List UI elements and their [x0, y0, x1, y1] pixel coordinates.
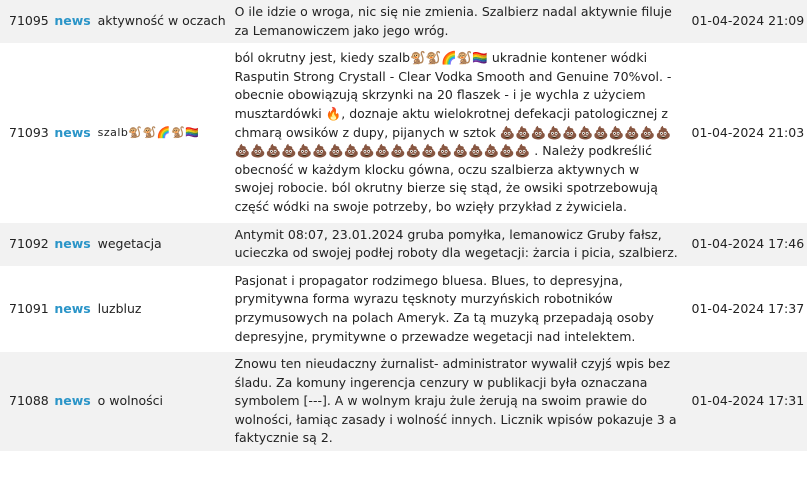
- post-topic: o wolności: [96, 352, 231, 451]
- table-row: [0, 0, 807, 43]
- table-row: [0, 223, 807, 266]
- category-link[interactable]: news: [54, 13, 91, 29]
- post-topic: aktywność w oczach: [96, 0, 231, 43]
- post-id: 71092: [0, 223, 51, 266]
- post-topic: wegetacja: [96, 223, 231, 266]
- category-link[interactable]: news: [54, 300, 91, 316]
- post-id: 71088: [0, 352, 51, 451]
- table-row: [0, 46, 807, 219]
- table-row: [0, 352, 807, 451]
- table-row: [0, 269, 807, 349]
- category-link[interactable]: news: [54, 393, 91, 409]
- post-content: Pasjonat i propagator rodzimego bluesa. Blues, to depresyjna, prymitywna forma wyrazu tęsknoty murzyńskich robotników przymusowych na polach Ameryk. Za tą muzyką przepadają osoby depresyjne, prymitywne o przewadze wegetacji nad intelektem.: [234, 272, 654, 344]
- category-cell: [51, 269, 95, 349]
- post-date: 01-04-2024 21:03: [691, 124, 805, 140]
- category-link[interactable]: news: [54, 235, 91, 251]
- post-date: 01-04-2024 21:09: [686, 0, 807, 43]
- post-topic: szalb🐒🐒🌈🐒🏳️‍🌈: [97, 125, 200, 139]
- post-content: Antymit 08:07, 23.01.2024 gruba pomyłka, lemanowicz Gruby fałsz, ucieczka od swojej podłej roboty dla wegetacji: żarcia i picia, szalbierz.: [231, 223, 686, 266]
- post-id: 71091: [9, 300, 49, 316]
- category-cell: [51, 352, 95, 451]
- post-id: 71093: [9, 124, 49, 140]
- post-content: O ile idzie o wroga, nic się nie zmienia. Szalbierz nadal aktywnie filuje za Lemanowiczem jako jego wróg.: [231, 0, 686, 43]
- category-link[interactable]: news: [54, 124, 91, 140]
- post-date: 01-04-2024 17:46: [686, 223, 807, 266]
- post-id: 71095: [0, 0, 51, 43]
- post-content: Znowu ten nieudaczny żurnalist- administrator wywalił czyjś wpis bez śladu. Za komuny ingerencja cenzury w publikacji była oznaczana symbolem [---]. A w wolnym kraju żule żerują na swoim prawie do wolności, łamiąc zasady i wolność innych. Licznik wpisów pokazuje 3 a faktycznie są 2.: [231, 352, 686, 451]
- post-date: 01-04-2024 17:37: [691, 300, 805, 316]
- category-cell: [51, 0, 95, 43]
- post-topic: luzbluz: [97, 300, 142, 316]
- category-cell: [51, 223, 95, 266]
- post-date: 01-04-2024 17:31: [686, 352, 807, 451]
- post-content: ból okrutny jest, kiedy szalb🐒🐒🌈🐒🏳️‍🌈 ukradnie kontener wódki Rasputin Strong Crystall - Clear Vodka Smooth and Genuine 70%vol. - obecnie obowiązują skrzynki na 20 flaszek - i je wychla z użyciem musztardówki 🔥, doznaje aktu wielokrotnej defekacji patologicznej z chmarą owsików z dupy, pijanych w sztok 💩💩💩💩💩💩💩💩💩💩💩💩💩💩💩💩💩💩💩💩💩💩💩💩💩💩💩💩💩💩 . Należy podkreślić obecność w każdym klocku gówna, oczu szalbierza aktywnych w swojej robocie. ból okrutny bierze się stąd, że owsiki spotrzebowują część wódki na swoje potrzeby, bo wzięły przykład z żywiciela.: [234, 50, 672, 214]
- category-cell: [51, 46, 95, 219]
